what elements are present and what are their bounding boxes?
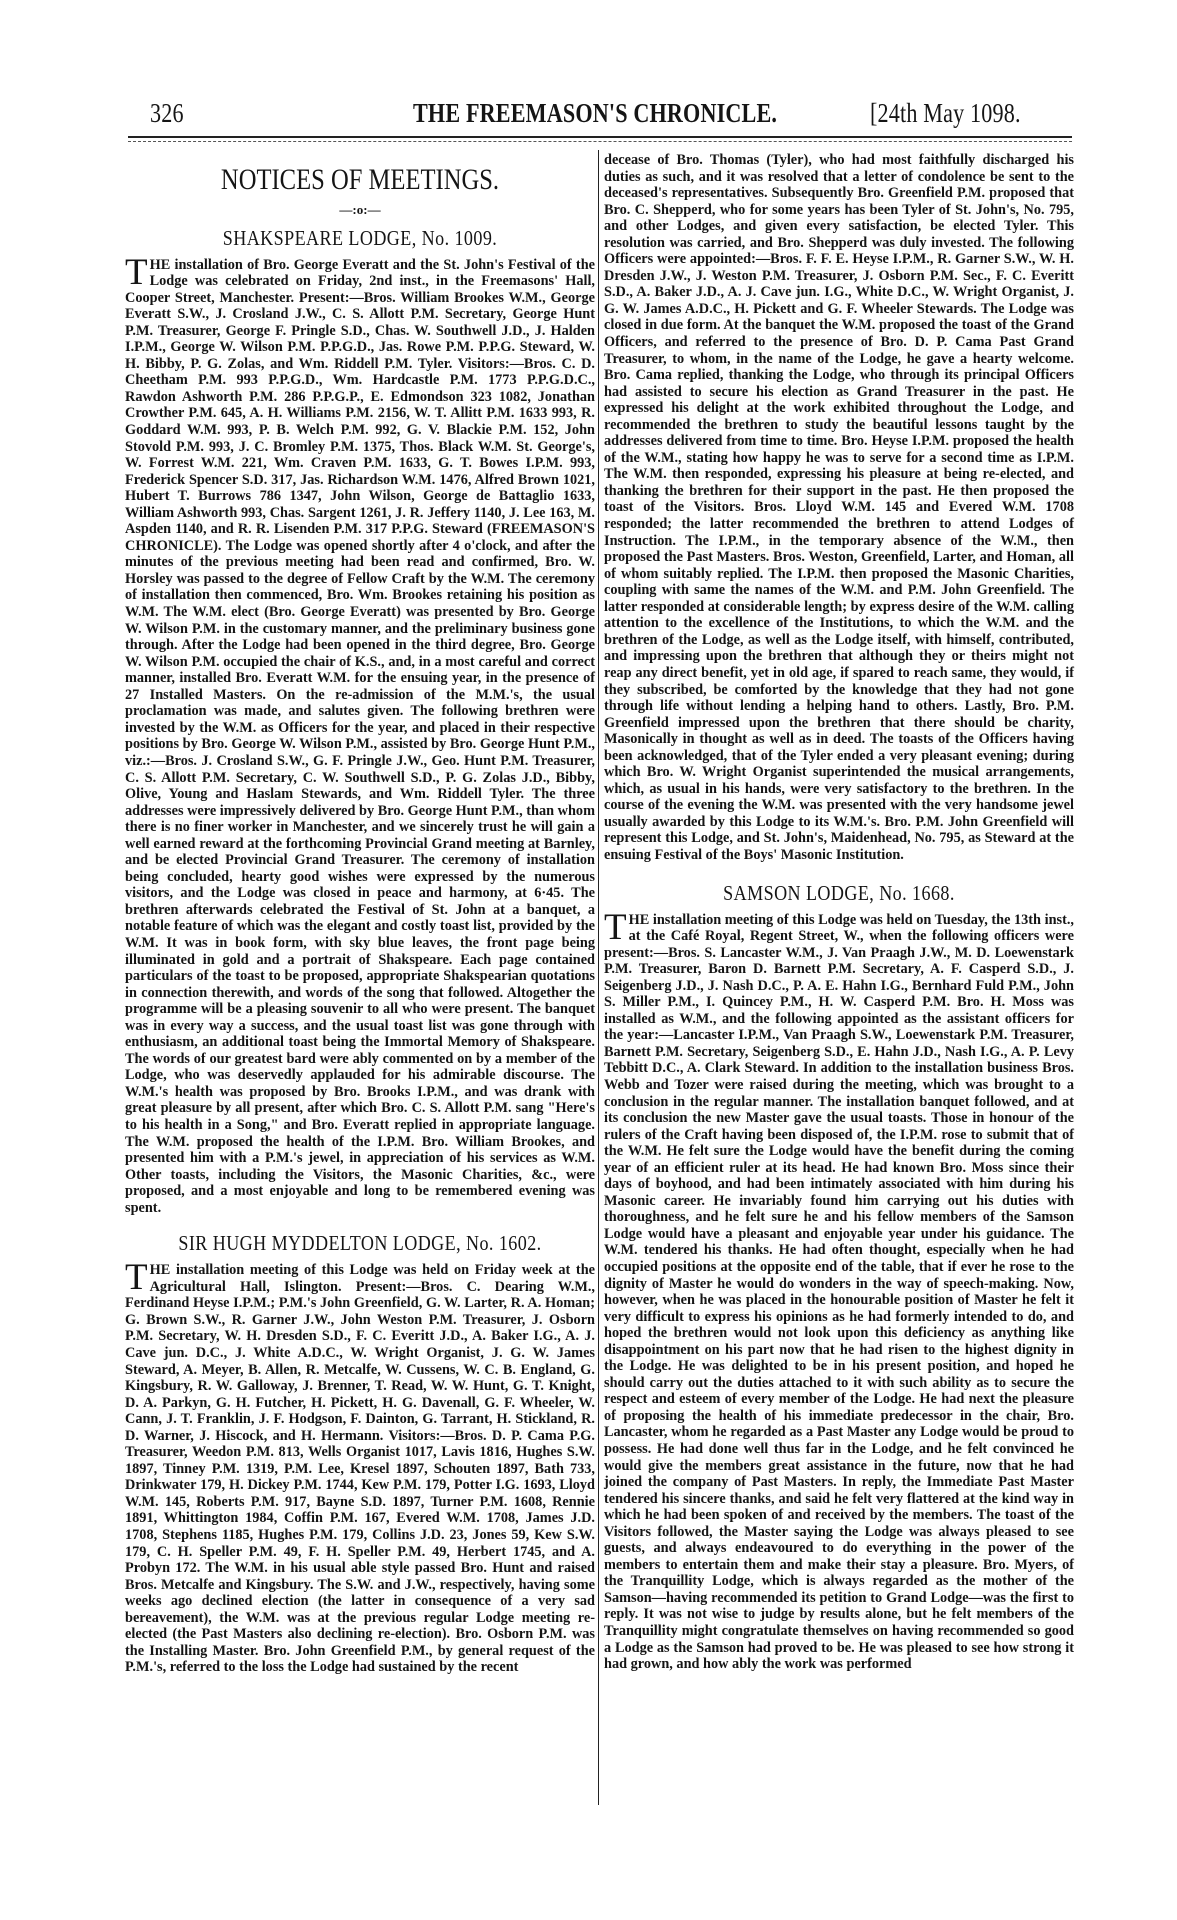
newspaper-title: THE FREEMASON'S CHRONICLE. — [413, 98, 778, 128]
column-divider — [598, 150, 599, 1805]
article-text: HE installation meeting of this Lodge was held on Friday week at the Agricultural Hall, Islington. Present:—Bros. C. Dearing W.M., Ferdinand Heyse I.P.M.; P.M.'s John Greenfield, G. W. Larter, R. A. Homan; G. Brown S.W., R. Garner J.W., John Weston P.M. Treasurer, J. Osborn P.M. Secretary, W. H. Dresden S.D., F. C. Everitt J.D., A. Baker I.G., A. J. Cave jun. D.C., J. White A.D.C., W. Wright Organist, J. G. W. James Steward, A. Meyer, B. Allen, R. Metcalfe, W. Cussens, W. C. B. England, G. Kingsbury, R. W. Galloway, J. Brenner, T. Read, W. W. Hunt, G. T. Knight, D. A. Parkyn, G. H. Futcher, H. Pickett, H. G. Davenall, G. F. Wheeler, W. Cann, J. T. Franklin, J. F. Hodgson, F. Dainton, G. Tarrant, H. Stickland, R. D. Warner, J. Hiscock, and H. Hermann. Visitors:—Bros. D. P. Cama P.G. Treasurer, Weedon P.M. 813, Wells Organist 1017, Lavis 1816, Hughes S.W. 1897, Tinney P.M. 1319, P.M. Lee, Kresel 1897, Schouten 1897, Bath 733, Drinkwater 179, H. Dickey P.M. 1744, Kew P.M. 179, Potter I.G. 1693, Lloyd W.M. 145, Roberts P.M. 917, Bayne S.D. 1897, Turner P.M. 1608, Rennie 1891, Whittington 1984, Coffin P.M. 167, Evered W.M. 1708, James J.D. 1708, Stephens 1185, Hughes P.M. 179, Collins J.D. 23, Jones 59, Kew S.W. 179, C. H. Speller P.M. 49, F. H. Speller P.M. 49, Herbert 1745, and A. Probyn 172. The W.M. in his usual able style passed Bro. Hunt and raised Bros. Metcalfe and Kingsbury. The S.W. and J.W., respectively, having some weeks ago declined election (the latter in consequence of a very sad bereavement), the W.M. was at the previous regular Lodge meeting re-elected (the Past Masters also declining re-election). Bro. Osborn P.M. was the Installing Master. Bro. John Greenfield P.M., by general request of the P.M.'s, referred to the loss the Lodge had sustained by the recent — [125, 1262, 595, 1676]
section-title: NOTICES OF MEETINGS. — [220, 163, 500, 196]
section-separator: —:o:— — [339, 202, 381, 217]
column-left — [125, 160, 595, 1676]
article-heading-shakspeare: SHAKSPEARE LODGE, No. 1009. — [222, 225, 498, 250]
article-text: HE installation of Bro. George Everatt and the St. John's Festival of the Lodge was celebrated on Friday, 2nd inst., in the Freemasons' Hall, Cooper Street, Manchester. Present:—Bros. William Brookes W.M., George Everatt S.W., J. Crosland J.W., C. S. Allott P.M. Secretary, George Hunt P.M. Treasurer, George F. Pringle S.D., Chas. W. Southwell J.D., J. Halden I.P.M., George W. Wilson P.M. P.P.G.D., Jas. Rowe P.M. P.P.G. Steward, W. H. Bibby, P. G. Zolas, and Wm. Riddell P.M. Tyler. Visitors:—Bros. C. D. Cheetham P.M. 993 P.P.G.D., Wm. Hardcastle P.M. 1773 P.P.G.D.C., Rawdon Ashworth P.M. 286 P.P.G.P., E. Edmondson 323 1082, Jonathan Crowther P.M. 645, A. H. Williams P.M. 2156, W. T. Allitt P.M. 1633 993, R. Goddard W.M. 993, P. B. Welch P.M. 992, G. V. Blackie P.M. 152, John Stovold P.M. 993, J. C. Bromley P.M. 1375, Thos. Black W.M. St. George's, W. Forrest W.M. 221, Wm. Craven P.M. 1633, G. T. Bowes I.P.M. 993, Frederick Spencer S.D. 317, Jas. Richardson W.M. 1476, Alfred Brown 1021, Hubert T. Burrows 786 1347, John Wilson, George de Battaglio 1633, William Ashworth 993, Chas. Sargent 1261, J. R. Jeffery 1140, J. Lee 163, M. Aspden 1140, and R. R. Lisenden P.M. 317 P.P.G. Steward (FREEMASON'S CHRONICLE). The Lodge was opened shortly after 4 o'clock, and after the minutes of the previous meeting had been read and confirmed, Bro. W. Horsley was passed to the degree of Fellow Craft by the W.M. The ceremony of installation then commenced, Bro. Wm. Brookes retaining his position as W.M. The W.M. elect (Bro. George Everatt) was presented by Bro. George W. Wilson P.M. in the customary manner, and the preliminary business gone through. After the Lodge had been opened in the third degree, Bro. George W. Wilson P.M. occupied the chair of K.S., and, in a most careful and correct manner, installed Bro. Everatt W.M. for the ensuing year, in the presence of 27 Installed Masters. On the re-admission of the M.M.'s, the usual proclamation was made, and salutes given. The following brethren were invested by the W.M. as Officers for the year, and placed in their respective positions by Bro. George W. Wilson P.M., assisted by Bro. George Hunt P.M., viz.:—Bros. J. Crosland S.W., G. F. Pringle J.W., Geo. Hunt P.M. Treasurer, C. S. Allott P.M. Secretary, C. W. Southwell S.D., P. G. Zolas J.D., Bibby, Olive, Young and Haslam Stewards, and Wm. Riddell Tyler. The three addresses were impressively delivered by Bro. George Hunt P.M., than whom there is no finer worker in Manchester, and we sincerely trust he will gain a well earned reward at the forthcoming Provincial Grand meeting at Barnley, and be elected Provincial Grand Treasurer. The ceremony of installation being concluded, hearty good wishes were expressed by the numerous visitors, and the Lodge was closed in peace and harmony, at 6·45. The brethren afterwards celebrated the Festival of St. John at a banquet, a notable feature of which was the elegant and costly toast list, provided by the W.M. It was in book form, with sky blue leaves, the front page being illuminated in gold and a portrait of Shakspeare. Each page contained particulars of the toast to be proposed, appropriate Shakspearian quotations in connection therewith, and words of the song that followed. Altogether the programme will be a pleasing souvenir to all who were present. The banquet was in every way a success, and the usual toast list was gone through with enthusiasm, an additional toast being the Immortal Memory of Shakspeare. The words of our greatest bard were ably commented on by a member of the Lodge, who was deservedly applauded for his admirable discourse. The W.M.'s health was proposed by Bro. Brooks I.P.M., and was drank with great pleasure by all present, after which Bro. C. S. Allott P.M. sang "Here's to his health in a Song," and Bro. Everatt replied in appropriate language. The W.M. proposed the health of the I.P.M. Bro. William Brookes, and presented him with a P.M.'s jewel, in appreciation of his services as W.M. Other toasts, including the Visitors, the Masonic Charities, &c., were proposed, and a most enjoyable and long to be remembered evening was spent. — [125, 256, 595, 1216]
article-text: HE installation meeting of this Lodge was held on Tuesday, the 13th inst., at the Café Royal, Regent Street, W., when the following officers were present:—Bros. S. Lancaster W.M., J. Van Praagh J.W., M. D. Loewenstark P.M. Treasurer, Baron D. Barnett P.M. Secretary, A. F. Casperd S.D., J. Seigenberg J.D., J. Nash D.C., P. A. E. Hahn I.G., Bernhard Fuld P.M., John S. Miller P.M., I. Quincey P.M., H. W. Casperd P.M. Bro. H. Moss was installed as W.M., and the following appointed as the assistant officers for the year:—Lancaster I.P.M., Van Praagh S.W., Loewenstark P.M. Treasurer, Barnett P.M. Secretary, Seigenberg S.D., E. Hahn J.D., Nash I.G., A. P. Levy Tebbitt D.C., A. Clark Steward. In addition to the installation business Bros. Webb and Tozer were raised during the meeting, which was brought to a conclusion in the regular manner. The installation banquet followed, and at its conclusion the new Master gave the usual toasts. Those in honour of the rulers of the Craft having been disposed of, the I.P.M. rose to submit that of the W.M. He felt sure the Lodge would have the benefit during the coming year of an efficient ruler at its head. He had known Bro. Moss since their days of boyhood, and had been intimately associated with him during his Masonic career. He invariably found him carrying out his duties with thoroughness, and he felt sure he and his fellow members of the Samson Lodge would have a pleasant and enjoyable year under his guidance. The W.M. tendered his thanks. He had often thought, especially when he had occupied positions at the opposite end of the table, that if ever he rose to the dignity of Master he would do wonders in the way of speech-making. Now, however, when he was placed in the honourable position of Master he felt it very difficult to express his opinions as he had formerly intended to do, and hoped the brethren would not look upon this deficiency as anything like disappointment on his part now that he had risen to the highest dignity in the Lodge. He was delighted to be in his present position, and hoped he should carry out the duties attached to it with such ability as to secure the respect and esteem of every member of the Lodge. He had next the pleasure of proposing the health of his immediate predecessor in the chair, Bro. Lancaster, whom he regarded as a Past Master any Lodge would be proud to possess. He had done well thus far in the Lodge, and he felt convinced he would give the members great assistance in the future, now that he had joined the company of Past Masters. In reply, the Immediate Past Master tendered his sincere thanks, and said he felt very flattered at the kind way in which he had been spoken of and received by the members. The toast of the Visitors followed, the Master saying the Lodge was always pleased to see guests, and always endeavoured to do everything in the power of the members to entertain them and make their stay a pleasure. Bro. Myers, of the Tranquillity Lodge, which is always regarded as the mother of the Samson—having recommended its petition to Grand Lodge—was the first to reply. It was not wise to judge by results alone, but he felt members of the Tranquillity might congratulate themselves on having recommended so good a Lodge as the Samson had proved to be. He was pleased to see how strong it had grown, and how ably the work was performed — [604, 911, 1074, 1673]
article-body-samson — [604, 906, 1074, 1673]
header-rule — [128, 136, 1072, 138]
drop-cap: T — [125, 251, 148, 293]
article-heading-samson: SAMSON LODGE, No. 1668. — [723, 880, 955, 905]
article-body-myddelton — [125, 1257, 595, 1676]
article-continuation-myddelton: decease of Bro. Thomas (Tyler), who had most faithfully discharged his duties as such, and it was resolved that a letter of condolence be sent to the deceased's representatives. Subsequently Bro. Greenfield P.M. proposed that Bro. C. Shepperd, who for some years has been Tyler of St. John's, No. 795, and other Lodges, and given every satisfaction, be elected Tyler. This resolution was carried, and Bro. Shepperd was duly invested. The following Officers were appointed:—Bros. F. F. E. Heyse I.P.M., R. Garner S.W., W. H. Dresden J.W., J. Weston P.M. Treasurer, J. Osborn P.M. Sec., F. C. Everitt S.D., A. Baker J.D., A. J. Cave jun. I.G., White D.C., W. Wright Organist, J. G. W. James A.D.C., H. Pickett and G. F. Wheeler Stewards. The Lodge was closed in due form. At the banquet the W.M. proposed the toast of the Grand Officers, and referred to the presence of Bro. D. P. Cama Past Grand Treasurer, to whom, in the name of the Lodge, he gave a hearty welcome. Bro. Cama replied, thanking the Lodge, who through its principal Officers had assisted to secure his election as Grand Treasurer in the past. He expressed his delight at the work exhibited throughout the Lodge, and recommended the brethren to study the beautiful lessons taught by the addresses delivered from time to time. Bro. Heyse I.P.M. proposed the health of the W.M., stating how happy he was to serve for a second time as I.P.M. The W.M. then responded, expressing his pleasure at being re-elected, and thanking the brethren for their support in the past. He then proposed the toast of the Visitors. Bros. Lloyd W.M. 145 and Evered W.M. 1708 responded; the latter recommended the brethren to attend Lodges of Instruction. The I.P.M., in the temporary absence of the W.M., then proposed the Past Masters. Bros. Weston, Greenfield, Larter, and Homan, all of whom suitably replied. The I.P.M. then proposed the Masonic Charities, coupling with same the names of the W.M. and P.M. John Greenfield. The latter responded at considerable length; by express desire of the W.M. calling attention to the excellence of the Institutions, to which the W.M. and the brethren of the Lodge, as well as the Lodge itself, with himself, contributed, and impressing upon the brethren that although they or theirs might not reap any direct benefit, yet in old age, if spared to reach same, they would, if they subscribed, be comforted by the knowledge that they had not gone through life without lending a helping hand to others. Lastly, Bro. P.M. Greenfield impressed upon the brethren that there should be charity, Masonically in thought as well as in deed. The toasts of the Officers having been acknowledged, that of the Tyler ended a very pleasant evening; during which Bro. W. Wright Organist superintended the musical arrangements, which, as usual in his hands, were very satisfactory to the brethren. In the course of the evening the W.M. was presented with the very handsome jewel usually awarded by this Lodge to its W.M.'s. Bro. P.M. John Greenfield will represent this Lodge, and St. John's, Maidenhead, No. 795, as Steward at the ensuing Festival of the Boys' Masonic Institution. — [604, 152, 1074, 863]
column-right — [604, 152, 1074, 1673]
page-number: 326 — [150, 98, 184, 128]
header-rule-dashed — [128, 141, 1072, 142]
masthead — [125, 98, 1075, 132]
article-heading-myddelton: SIR HUGH MYDDELTON LODGE, No. 1602. — [178, 1231, 542, 1256]
drop-cap: T — [125, 1257, 148, 1299]
drop-cap: T — [604, 906, 627, 948]
issue-date: [24th May 1098. — [870, 98, 1021, 128]
article-body-shakspeare — [125, 251, 595, 1217]
